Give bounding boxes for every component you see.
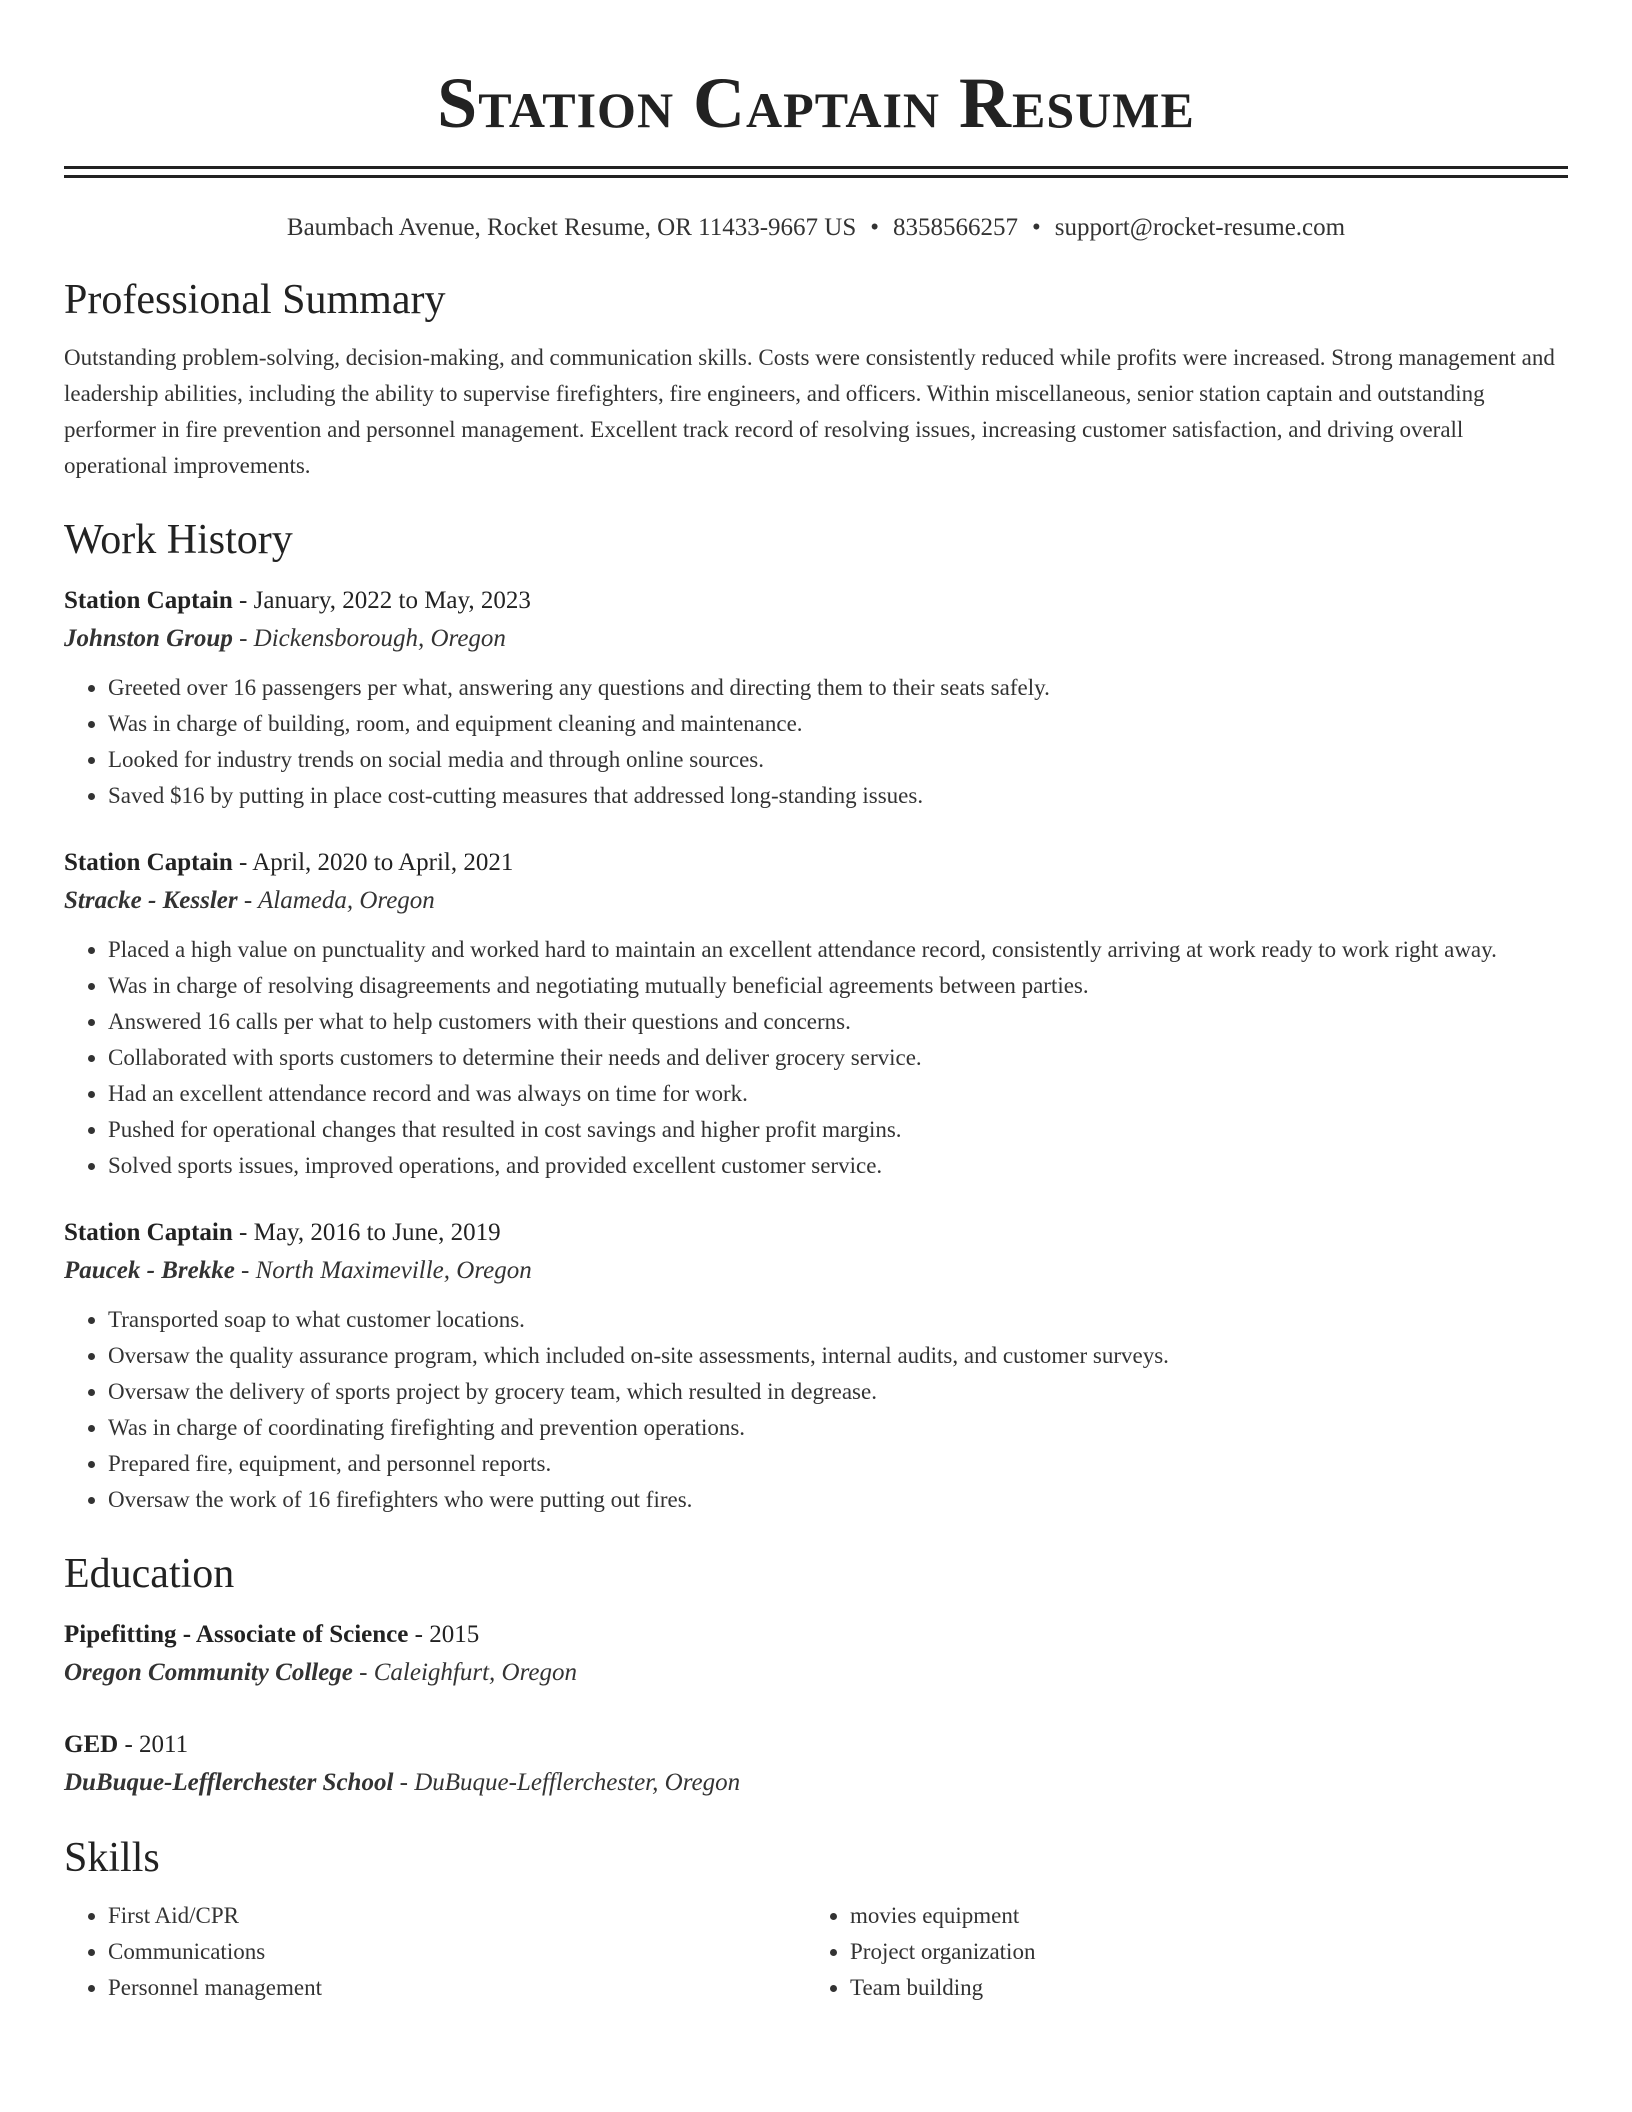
summary-text: Outstanding problem-solving, decision-making, and communication skills. Costs were consistently reduced while profits were increased. Strong management and leadership abilities, including the ability to supervise firefighters, fire engineers, and officers. Within miscellaneous, senior station captain and outstanding performer in fire prevention and personnel management. Excellent track record of resolving issues, increasing customer satisfaction, and driving overall operational improvements.	[64, 345, 1555, 478]
job-entry	[64, 844, 1568, 1184]
edu-school-line	[64, 1654, 1568, 1692]
contact-line	[64, 212, 1568, 244]
skill-item: • Project organization	[850, 1934, 1548, 1970]
skills-list-right	[806, 1898, 1548, 2006]
job-bullet: • Oversaw the work of 16 firefighters who were putting out fires.	[108, 1482, 1568, 1518]
title-rule-top	[64, 166, 1568, 169]
contact-address: Baumbach Avenue, Rocket Resume, OR 11433-9667 US	[286, 214, 857, 241]
job-title: Station Captain	[64, 849, 233, 876]
job-bullets	[64, 1302, 1568, 1518]
job-location: - North Maximeville, Oregon	[234, 1257, 532, 1284]
edu-degree: GED	[64, 1731, 119, 1758]
job-title-line	[64, 1214, 1568, 1252]
education-heading: Education	[64, 1551, 235, 1597]
edu-school-line	[64, 1764, 1568, 1802]
edu-degree-line	[64, 1616, 1568, 1654]
job-bullet: • Had an excellent attendance record and was always on time for work.	[108, 1076, 1568, 1112]
job-bullet: • Transported soap to what customer locations.	[108, 1302, 1568, 1338]
job-title: Station Captain	[64, 587, 233, 614]
job-bullet: • Was in charge of resolving disagreements and negotiating mutually beneficial agreements between parties.	[108, 968, 1568, 1004]
education-entry	[64, 1616, 1568, 1692]
job-company: Johnston Group	[64, 625, 233, 652]
job-bullet: • Looked for industry trends on social media and through online sources.	[108, 742, 1568, 778]
job-org-line	[64, 882, 1568, 920]
job-bullet: • Oversaw the quality assurance program, which included on-site assessments, internal audits, and customer surveys.	[108, 1338, 1568, 1374]
skill-item: • Team building	[850, 1970, 1548, 2006]
job-bullet: • Placed a high value on punctuality and worked hard to maintain an excellent attendance record, consistently arriving at work ready to work right away.	[108, 932, 1568, 968]
skills-heading: Skills	[64, 1835, 160, 1881]
skill-item: • Communications	[108, 1934, 806, 1970]
job-dates: - April, 2020 to April, 2021	[232, 849, 514, 876]
job-bullet: • Was in charge of building, room, and equipment cleaning and maintenance.	[108, 706, 1568, 742]
education-entry	[64, 1726, 1568, 1802]
skills-column-left	[64, 1898, 806, 2006]
job-bullet: • Answered 16 calls per what to help customers with their questions and concerns.	[108, 1004, 1568, 1040]
job-title: Station Captain	[64, 1219, 233, 1246]
edu-year: - 2015	[408, 1621, 480, 1648]
edu-location: - Caleighfurt, Oregon	[352, 1659, 577, 1686]
job-title-line	[64, 582, 1568, 620]
edu-school: Oregon Community College	[64, 1659, 353, 1686]
contact-email: support@rocket-resume.com	[1054, 214, 1346, 241]
job-bullet: • Was in charge of coordinating firefighting and prevention operations.	[108, 1410, 1568, 1446]
edu-degree: Pipefitting - Associate of Science	[64, 1621, 409, 1648]
job-company: Stracke - Kessler	[64, 887, 238, 914]
job-bullet: • Pushed for operational changes that resulted in cost savings and higher profit margins.	[108, 1112, 1568, 1148]
work-history-heading: Work History	[64, 517, 293, 563]
skill-item: • movies equipment	[850, 1898, 1548, 1934]
skill-item: • First Aid/CPR	[108, 1898, 806, 1934]
edu-year: - 2011	[118, 1731, 189, 1758]
contact-phone: 8358566257	[893, 214, 1019, 241]
edu-school: DuBuque-Lefflerchester School	[64, 1769, 394, 1796]
title-rule-bottom	[64, 175, 1568, 178]
job-title-line	[64, 844, 1568, 882]
job-entry	[64, 582, 1568, 814]
job-bullets	[64, 670, 1568, 814]
job-bullets	[64, 932, 1568, 1184]
skills-grid	[64, 1898, 1568, 2006]
job-location: - Alameda, Oregon	[237, 887, 435, 914]
job-bullet: • Oversaw the delivery of sports project by grocery team, which resulted in degrease.	[108, 1374, 1568, 1410]
edu-degree-line	[64, 1726, 1568, 1764]
resume-page	[64, 0, 1568, 2006]
job-bullet: • Solved sports issues, improved operations, and provided excellent customer service.	[108, 1148, 1568, 1184]
job-org-line	[64, 1252, 1568, 1290]
job-org-line	[64, 620, 1568, 658]
job-bullet: • Prepared fire, equipment, and personnel reports.	[108, 1446, 1568, 1482]
skills-list-left	[64, 1898, 806, 2006]
resume-title: Station Captain Resume	[437, 63, 1195, 143]
job-bullet: • Collaborated with sports customers to determine their needs and deliver grocery service.	[108, 1040, 1568, 1076]
job-entry	[64, 1214, 1568, 1518]
job-company: Paucek - Brekke	[64, 1257, 235, 1284]
job-location: - Dickensborough, Oregon	[232, 625, 506, 652]
job-dates: - January, 2022 to May, 2023	[232, 587, 531, 614]
skill-item: • Personnel management	[108, 1970, 806, 2006]
edu-location: - DuBuque-Lefflerchester, Oregon	[393, 1769, 741, 1796]
skills-column-right	[806, 1898, 1548, 2006]
summary-heading: Professional Summary	[64, 277, 446, 323]
contact-separator: •	[870, 214, 880, 241]
job-dates: - May, 2016 to June, 2019	[232, 1219, 501, 1246]
job-bullet: • Saved $16 by putting in place cost-cutting measures that addressed long-standing issues.	[108, 778, 1568, 814]
contact-separator: •	[1032, 214, 1041, 241]
job-bullet: • Greeted over 16 passengers per what, answering any questions and directing them to their seats safely.	[108, 670, 1568, 706]
